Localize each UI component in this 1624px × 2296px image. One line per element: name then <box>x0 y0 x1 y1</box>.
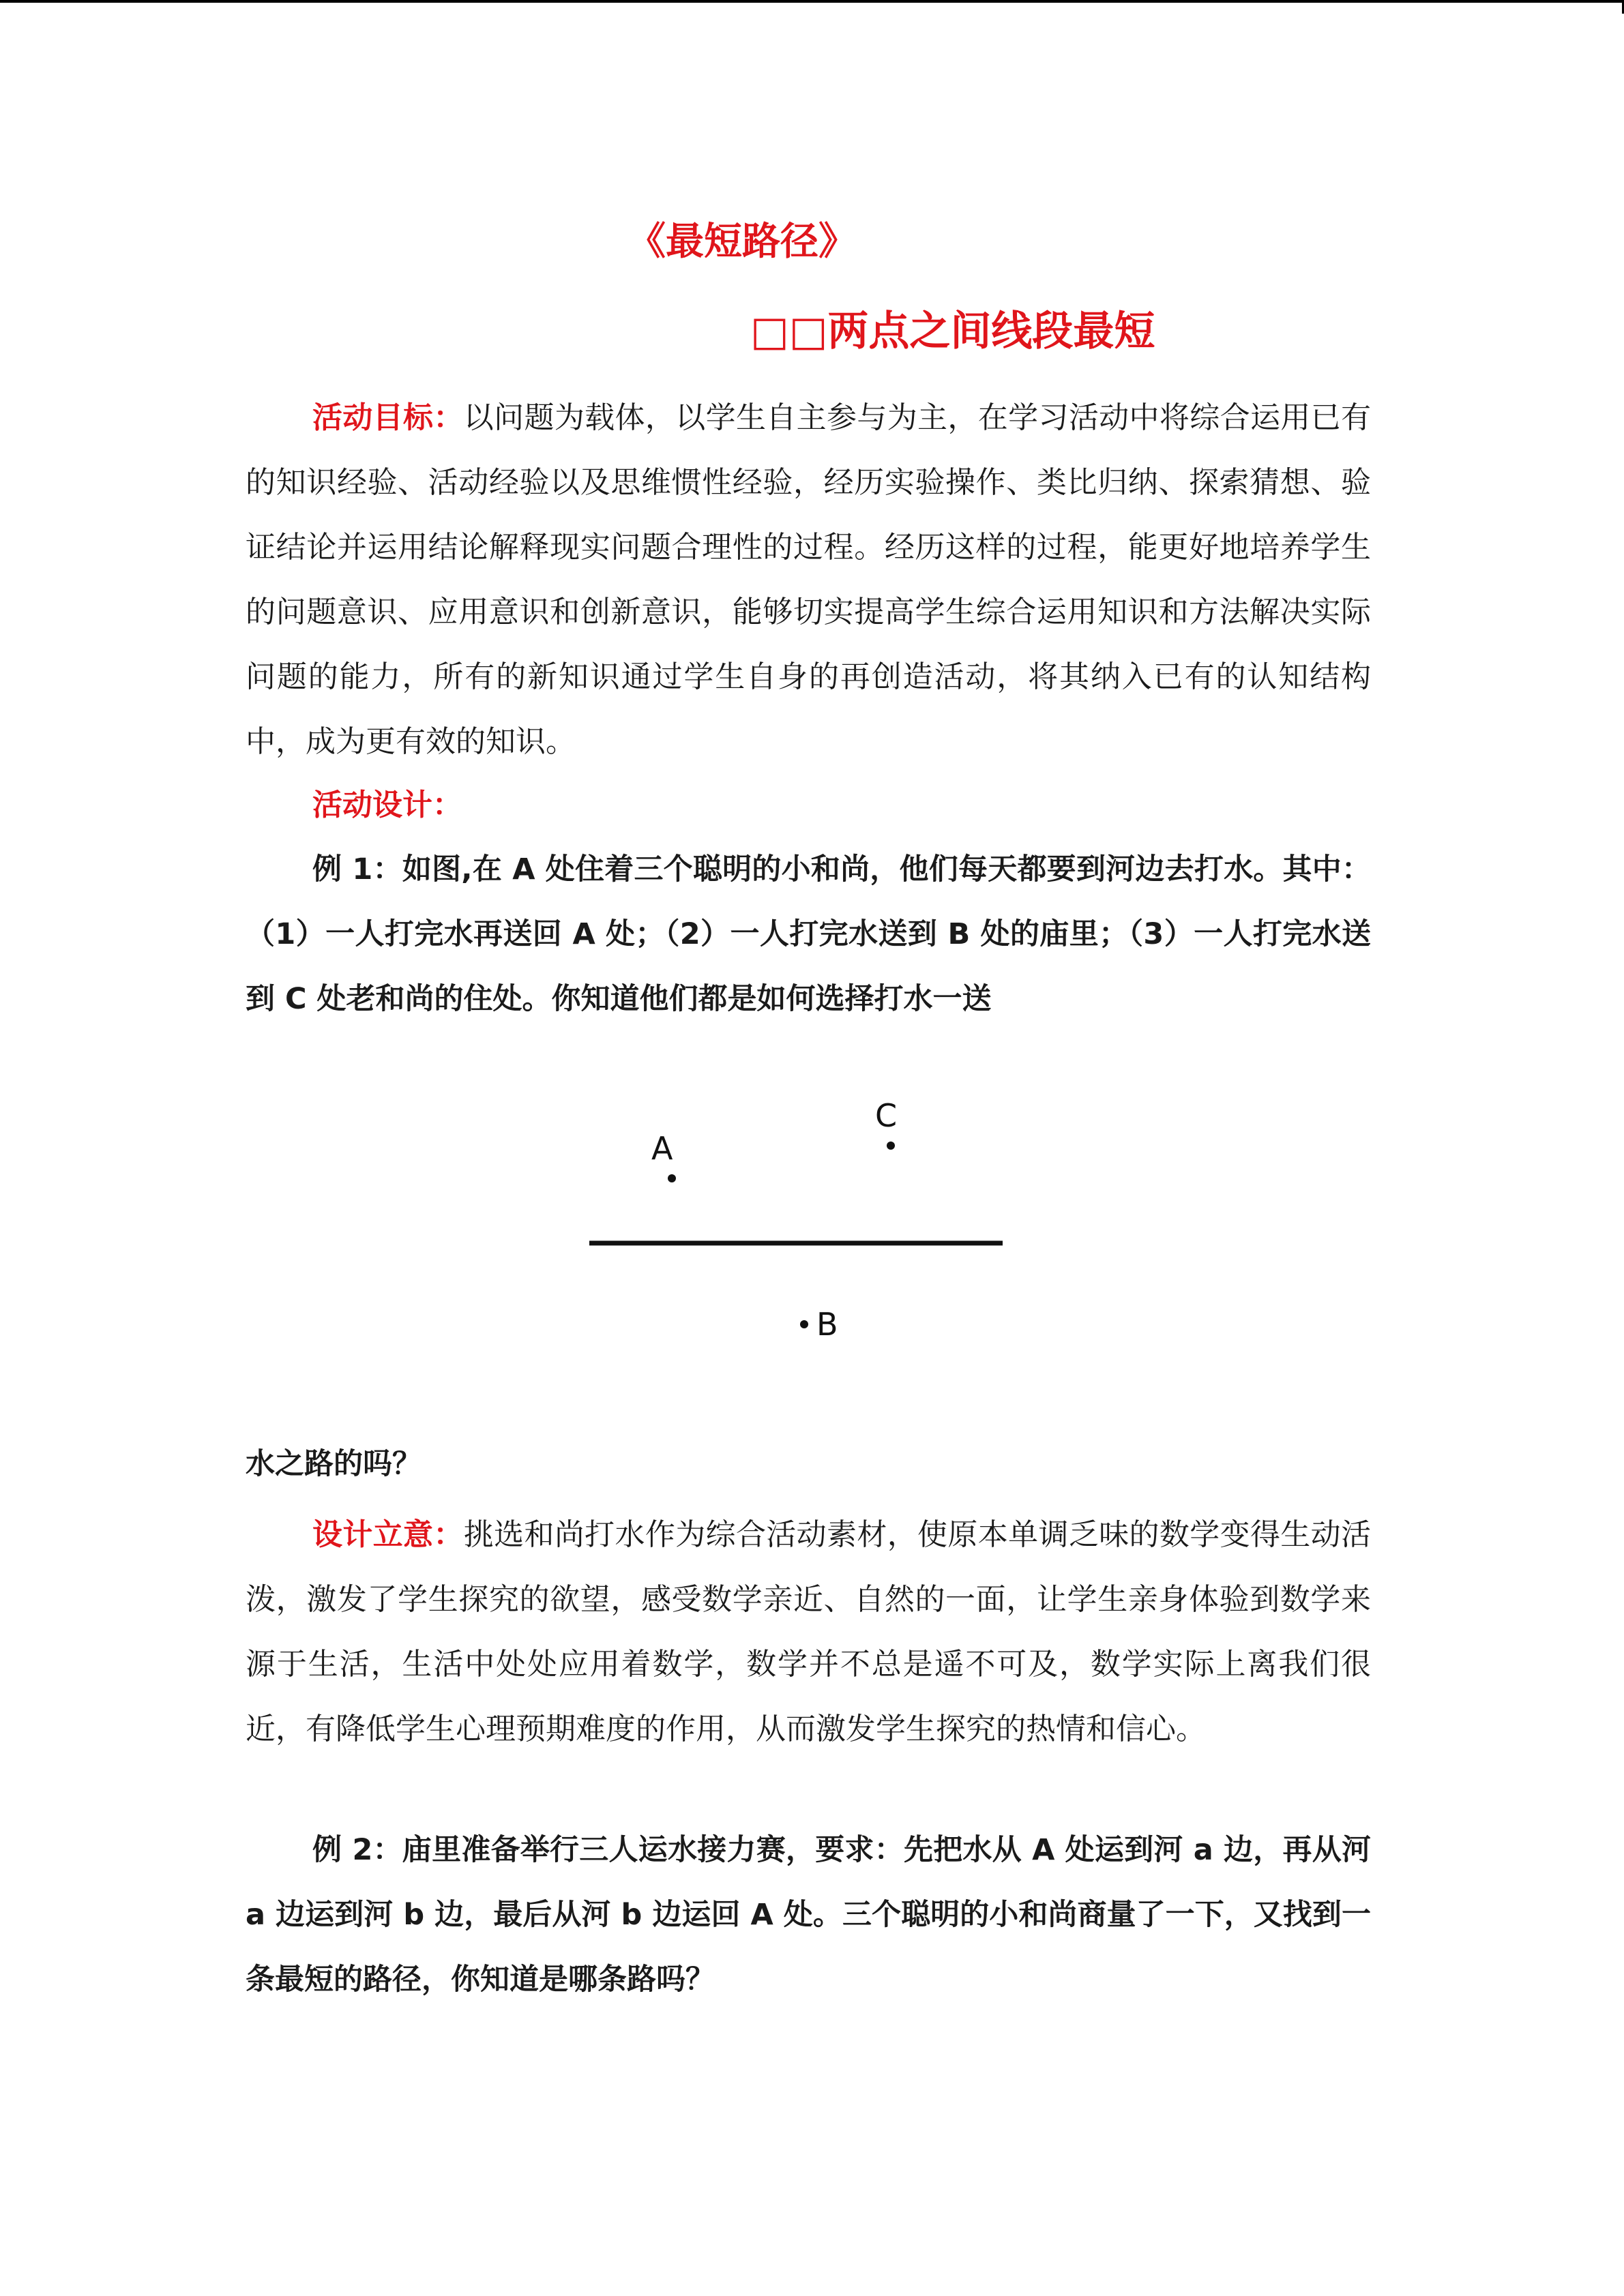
example2-paragraph: 例 2：庙里准备举行三人运水接力赛，要求：先把水从 A 处运到河 a 边，再从河 a 边运到河 b 边，最后从河 b 边运回 A 处。三个聪明的小和尚商量了一下，又找到一条最短的路径，你知道是哪条路吗？ <box>246 1833 1371 1997</box>
point-b-dot <box>800 1320 808 1328</box>
river-diagram-svg <box>573 1077 1023 1364</box>
document-subtitle: □□两点之间线段最短 <box>750 308 1155 355</box>
objective-text: 以问题为载体，以学生自主参与为主，在学习活动中将综合运用已有的知识经验、活动经验以及思维惯性经验，经历实验操作、类比归纳、探索猜想、验证结论并运用结论解释现实问题合理性的过程。经历这样的过程，能更好地培养学生的问题意识、应用意识和创新意识，能够切实提高学生综合运用知识和方法解决实际问题的能力，所有的新知识通过学生自身的再创造活动，将其纳入已有的认知结构中，成为更有效的知识。 <box>246 400 1371 759</box>
point-b-label: B <box>816 1306 838 1343</box>
design-heading: 活动设计： <box>312 788 462 822</box>
point-a-label: A <box>651 1130 673 1167</box>
point-c-label: C <box>875 1097 898 1134</box>
objective-paragraph <box>246 385 1371 774</box>
page-top-border <box>0 0 1624 3</box>
design-heading-paragraph <box>246 773 1371 837</box>
objective-label: 活动目标： <box>312 400 464 435</box>
example1-paragraph: 例 1：如图,在 A 处住着三个聪明的小和尚，他们每天都要到河边去打水。其中：（1）一人打完水再送回 A 处；（2）一人打完水送到 B 处的庙里；（3）一人打完水送到 C 处老和尚的住处。你知道他们都是如何选择打水一送 <box>246 852 1371 1016</box>
rationale-text: 挑选和尚打水作为综合活动素材，使原本单调乏味的数学变得生动活泼，激发了学生探究的欲望，感受数学亲近、自然的一面，让学生亲身体验到数学来源于生活，生活中处处应用着数学，数学并不总是遥不可及，数学实际上离我们很近，有降低学生心理预期难度的作用，从而激发学生探究的热情和信心。 <box>246 1517 1371 1746</box>
rationale-label: 设计立意： <box>312 1517 464 1552</box>
point-a-dot <box>668 1174 676 1182</box>
example1-continuation: 水之路的吗？ <box>246 1447 422 1481</box>
river-diagram <box>573 1077 1023 1364</box>
document-title: 《最短路径》 <box>628 219 857 264</box>
point-c-dot <box>887 1142 895 1150</box>
rationale-paragraph <box>246 1502 1371 1761</box>
